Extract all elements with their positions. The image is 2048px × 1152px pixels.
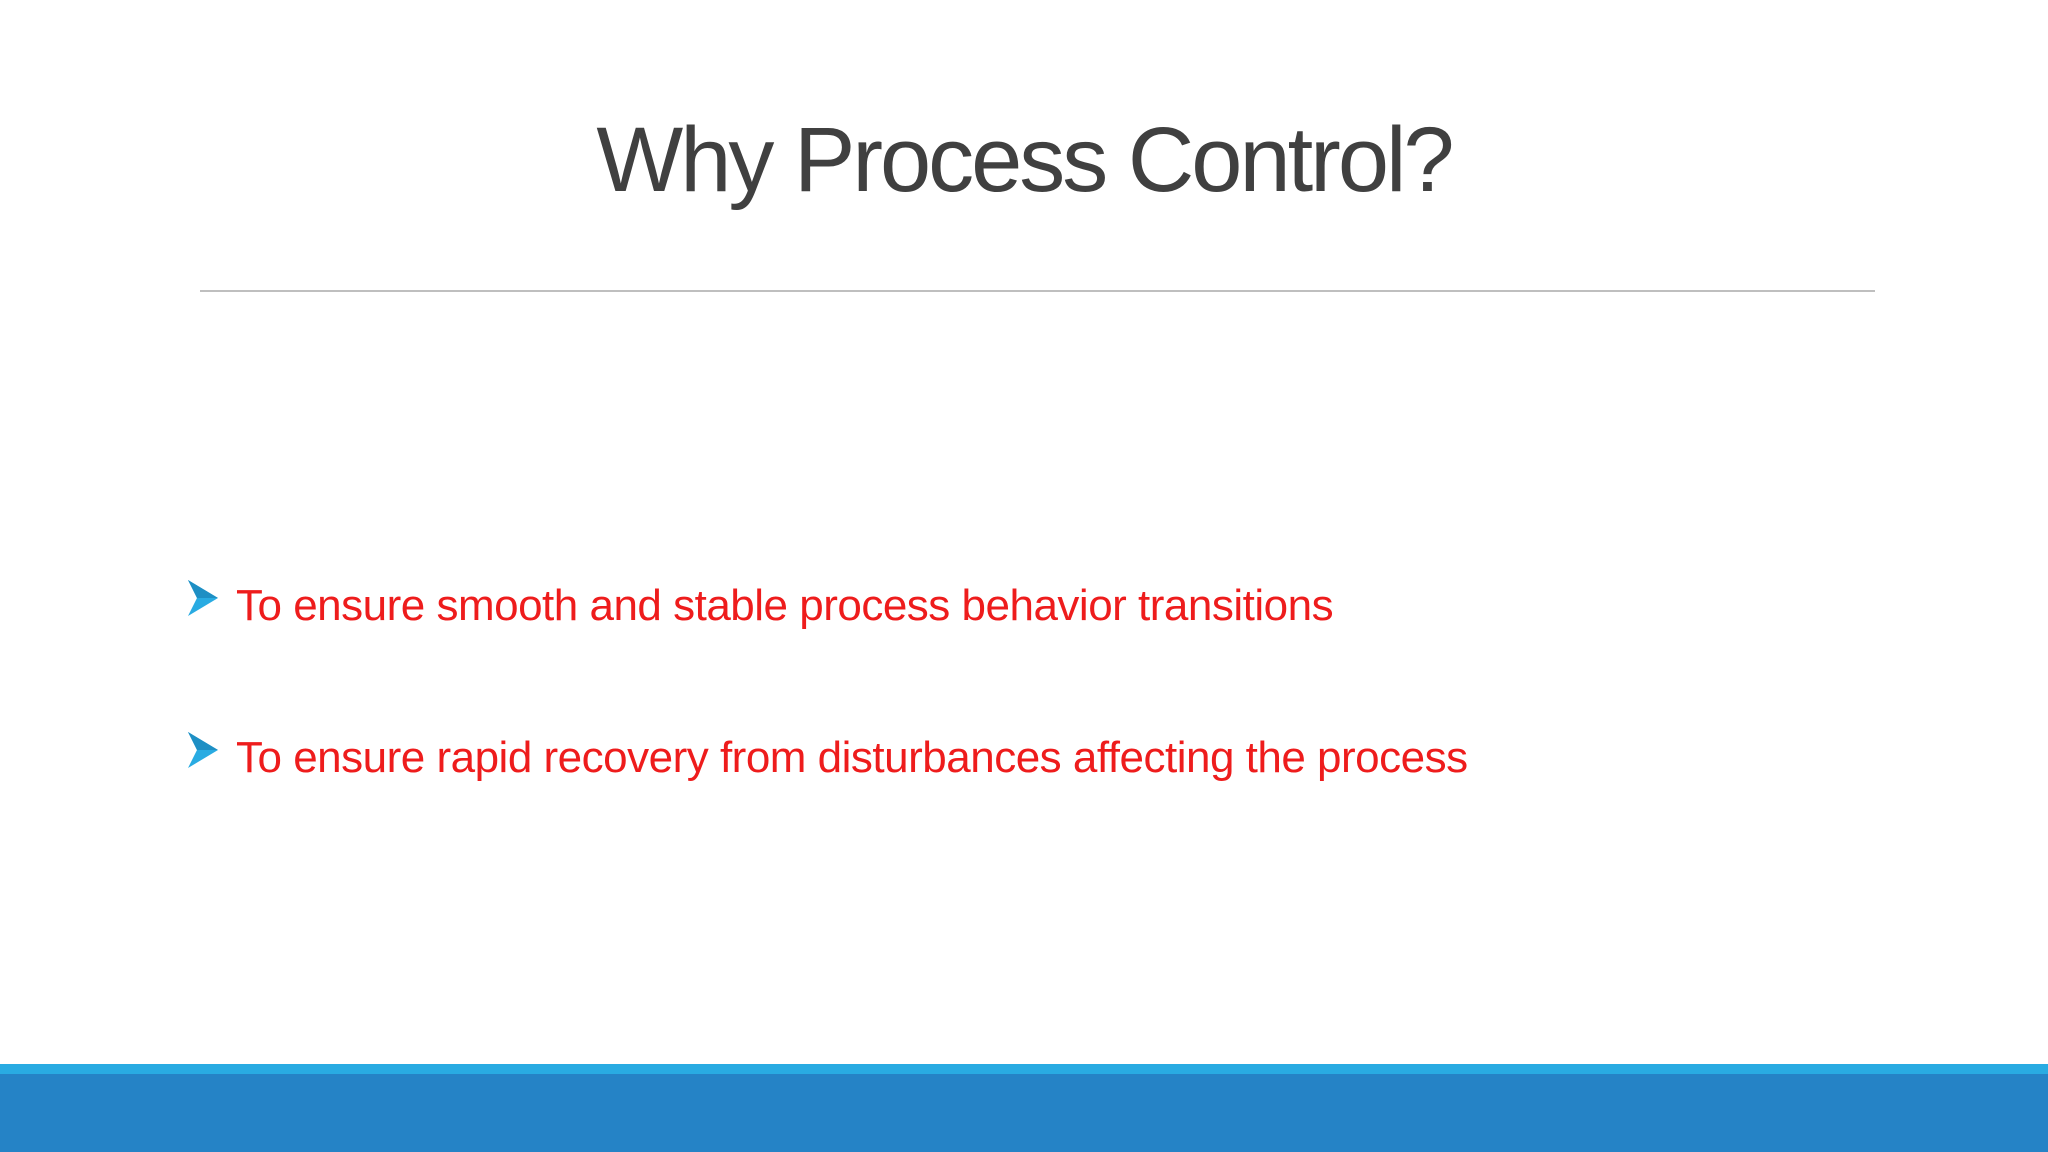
list-item [186,570,1936,722]
title-divider [200,290,1875,292]
bullet-text: To ensure smooth and stable process behavior transitions [236,581,1334,630]
bullet-text: To ensure rapid recovery from disturbances affecting the process [236,733,1468,782]
footer-bar [0,1074,2048,1152]
bullet-list [186,570,1936,874]
slide-title: Why Process Control? [596,109,1452,211]
arrow-bullet-icon [186,578,220,618]
arrow-bullet-icon [186,730,220,770]
list-item [186,722,1936,874]
footer-accent-stripe [0,1064,2048,1074]
